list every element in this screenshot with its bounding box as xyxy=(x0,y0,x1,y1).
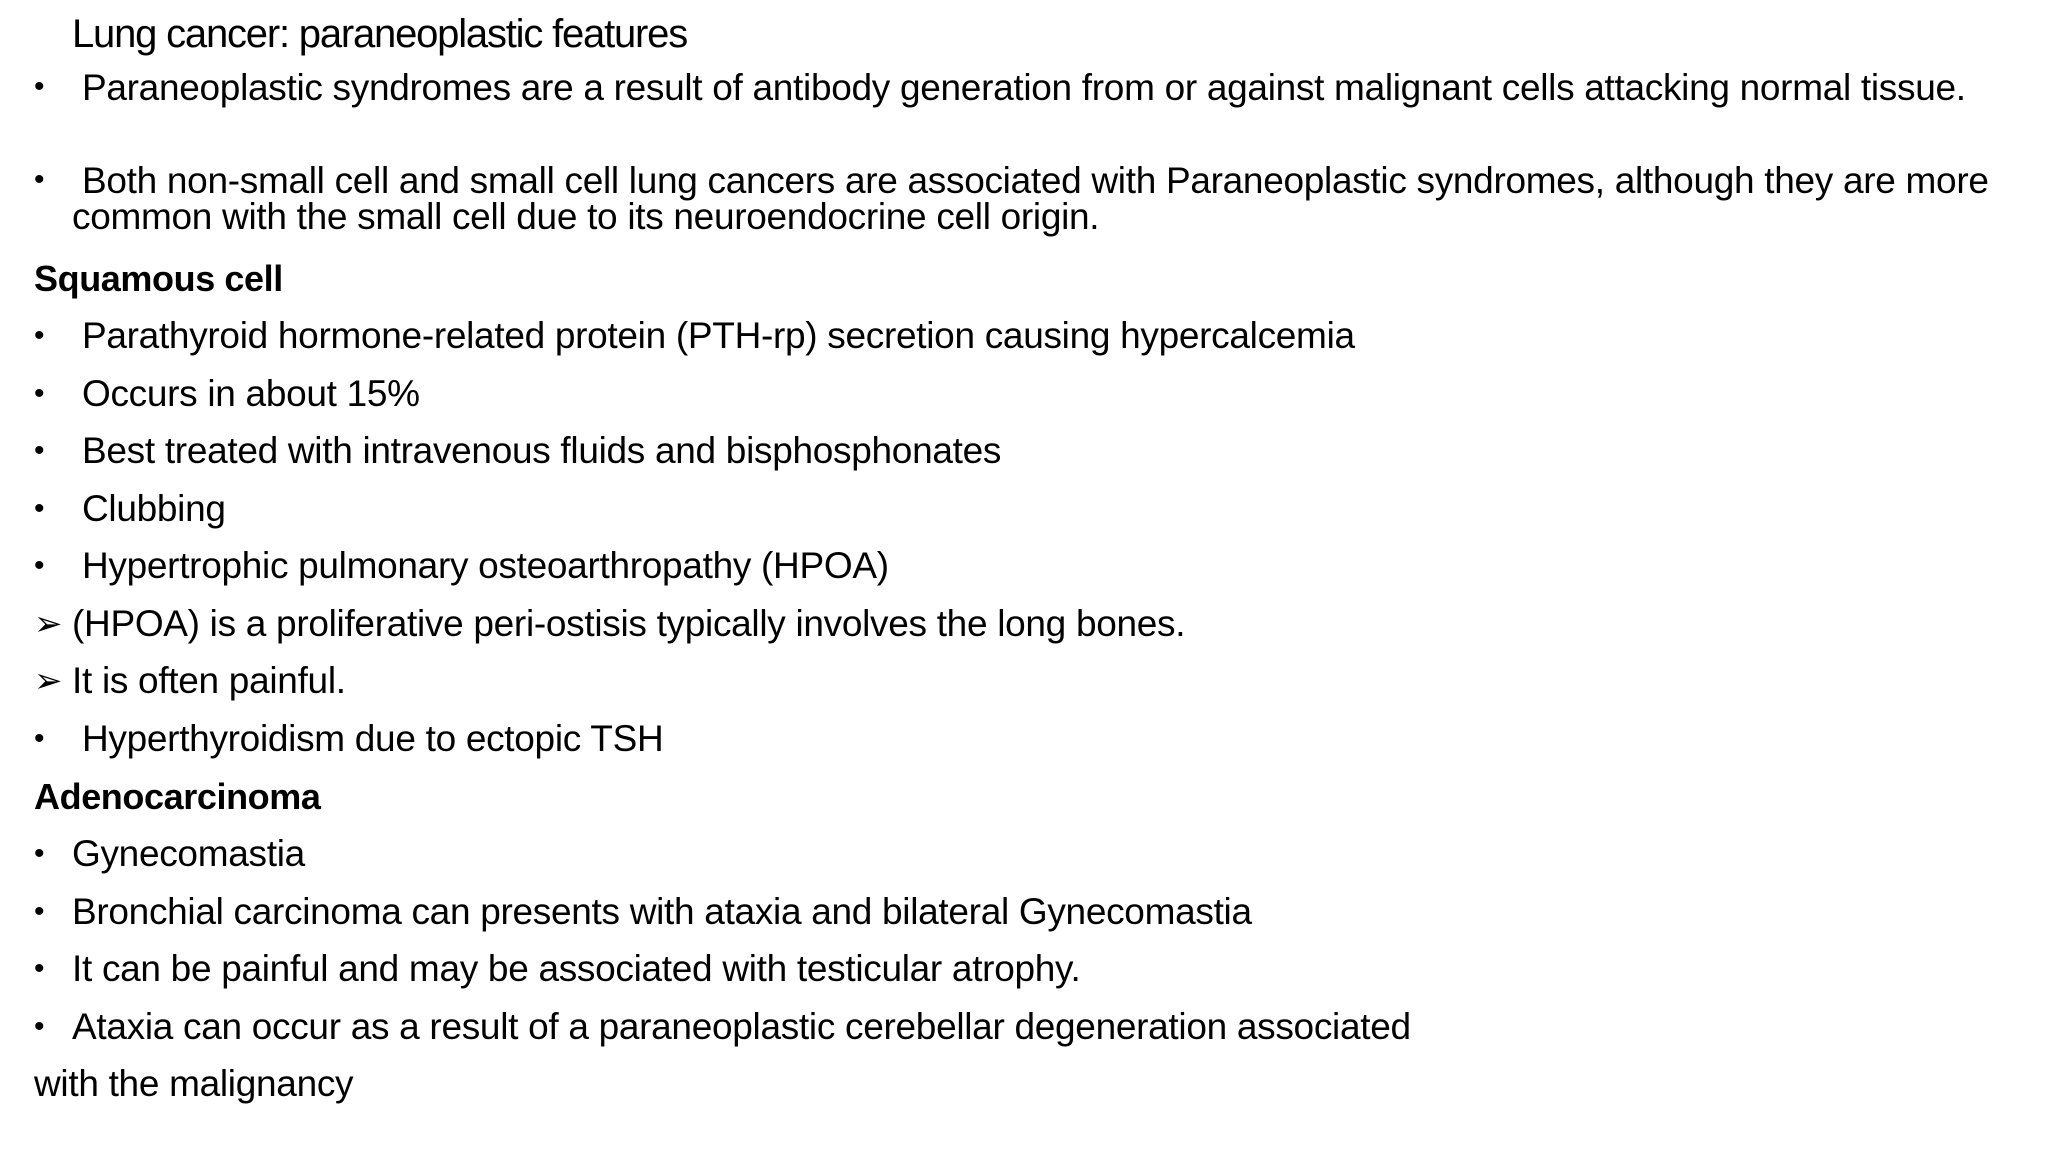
section-heading: Squamous cell xyxy=(34,258,283,299)
arrow-bullet-icon: ➢ xyxy=(34,605,63,643)
list-item-text: Parathyroid hormone-related protein (PTH-rp) secretion causing hypercalcemia xyxy=(82,315,1355,356)
list-item-text: Clubbing xyxy=(82,488,226,529)
list-item-text: Hypertrophic pulmonary osteoarthropathy (HPOA) xyxy=(82,545,889,586)
continuation-text: with the malignancy xyxy=(34,1063,354,1104)
bullet-icon: • xyxy=(34,377,45,410)
bullet-icon: • xyxy=(34,895,45,928)
bullet-icon: • xyxy=(34,492,45,525)
list-item-text: It is often painful. xyxy=(72,660,346,701)
list-item-text: Bronchial carcinoma can presents with ataxia and bilateral Gynecomastia xyxy=(72,891,1252,932)
list-item-text: Hyperthyroidism due to ectopic TSH xyxy=(82,718,664,759)
list-item-text: It can be painful and may be associated with testicular atrophy. xyxy=(72,948,1081,989)
slide-title: Lung cancer: paraneoplastic features xyxy=(72,12,688,56)
intro-point xyxy=(0,67,2048,150)
list-item-text: Gynecomastia xyxy=(72,833,305,874)
arrow-bullet-icon: ➢ xyxy=(34,662,63,700)
bullet-icon: • xyxy=(34,722,45,755)
list-item-text: (HPOA) is a proliferative peri-ostisis typically involves the long bones. xyxy=(72,603,1186,644)
bullet-icon: • xyxy=(34,549,45,582)
intro-point-text: Both non-small cell and small cell lung cancers are associated with Paraneoplastic syndromes, although they are more common with the small cell due to its neuroendocrine cell origin. xyxy=(72,160,1989,237)
bullet-icon: • xyxy=(34,70,45,103)
bullet-icon: • xyxy=(34,434,45,467)
intro-point-text: Paraneoplastic syndromes are a result of antibody generation from or against malignant cells attacking normal tissue. xyxy=(82,67,1966,108)
list-item-text: Best treated with intravenous fluids and bisphosphonates xyxy=(82,430,1002,471)
list-item-text: Ataxia can occur as a result of a paraneoplastic cerebellar degeneration associated xyxy=(72,1006,1411,1047)
list-item-text: Occurs in about 15% xyxy=(82,373,420,414)
bullet-icon: • xyxy=(34,163,45,196)
bullet-icon: • xyxy=(34,319,45,352)
section-heading: Adenocarcinoma xyxy=(34,776,321,817)
intro-point xyxy=(0,160,2048,243)
bullet-icon: • xyxy=(34,1010,45,1043)
bullet-icon: • xyxy=(34,837,45,870)
bullet-icon: • xyxy=(34,952,45,985)
